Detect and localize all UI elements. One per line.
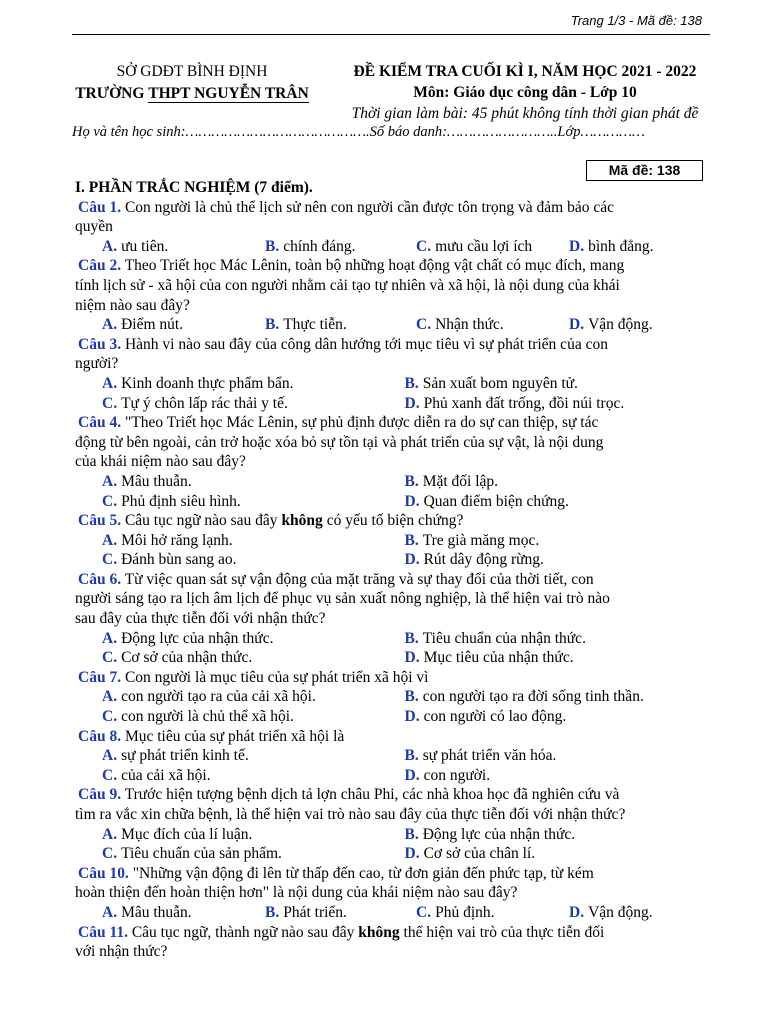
exam-title: ĐỀ KIỂM TRA CUỐI KÌ I, NĂM HỌC 2021 - 2022: [353, 63, 697, 80]
option-text: Thực tiễn.: [283, 316, 347, 334]
option-text: chính đáng.: [283, 237, 356, 255]
student-info-line: Họ và tên học sinh:…………………………………….Số báo danh:……………………..Lớp……………: [72, 124, 645, 140]
question-text: người?: [75, 355, 119, 373]
answer-option: [416, 903, 569, 923]
option-text: bình đẳng.: [588, 237, 654, 255]
option-letter: D.: [404, 492, 420, 510]
option-letter: C.: [102, 394, 118, 412]
option-letter: D.: [404, 394, 420, 412]
option-text: Kinh doanh thực phẩm bẩn.: [121, 374, 294, 392]
question-stem: [75, 413, 707, 472]
option-letter: C.: [102, 766, 118, 784]
question-block: [75, 335, 707, 413]
question-stem: [75, 335, 707, 374]
question-text: động từ bên ngoài, cản trở hoặc xóa bỏ sự tồn tại và phát triển của sự vật, là nội dung: [75, 433, 604, 451]
answer-row: [75, 766, 707, 786]
question-text: tính lịch sử - xã hội của con người nhằm cải tạo tự nhiên và xã hội, là nội dung của khái: [75, 276, 620, 294]
option-letter: D.: [404, 708, 420, 726]
question-text: niệm nào sau đây?: [75, 296, 190, 314]
option-text: Mục đích của lí luận.: [121, 825, 253, 843]
header-rule: [72, 34, 710, 35]
option-letter: A.: [102, 531, 118, 549]
option-letter: D.: [569, 903, 585, 921]
answer-option: [405, 492, 708, 512]
option-letter: D.: [404, 649, 420, 667]
question-text: Trước hiện tượng bệnh dịch tả lợn châu Phi, các nhà khoa học đã nghiên cứu và: [124, 786, 620, 804]
question-number: Câu 1.: [78, 198, 122, 216]
answer-option: [102, 394, 405, 414]
option-text: con người có lao động.: [423, 708, 567, 726]
answer-option: [102, 766, 405, 786]
option-text: Phủ định.: [435, 903, 495, 921]
answer-row: [75, 707, 707, 727]
question-text: "Những vận động đi lên từ thấp đến cao, từ đơn giản đến phức tạp, từ kém: [132, 864, 594, 882]
option-text: con người tạo ra của cải xã hội.: [121, 688, 316, 706]
answer-option: [405, 766, 708, 786]
question-text: có yếu tố biện chứng?: [322, 512, 464, 530]
option-text: Đánh bùn sang ao.: [121, 551, 237, 569]
answer-option: [265, 237, 416, 257]
answer-option: [416, 315, 569, 335]
option-text: Nhận thức.: [435, 316, 504, 334]
option-text: Sản xuất bom nguyên tử.: [422, 374, 578, 392]
question-stem: [75, 727, 707, 747]
option-letter: B.: [404, 472, 419, 490]
question-number: Câu 4.: [78, 414, 122, 432]
question-text: người sáng tạo ra lịch âm lịch để phục vụ sản xuất nông nghiệp, là thể hiện vai trò nào: [75, 590, 610, 608]
question-text: Theo Triết học Mác Lênin, toàn bộ những hoạt động vật chất có mục đích, mang: [124, 257, 625, 275]
answer-row: [75, 825, 707, 845]
answer-option: [405, 550, 708, 570]
answer-option: [102, 315, 265, 335]
option-text: của cải xã hội.: [121, 766, 211, 784]
option-text: con người.: [423, 766, 491, 784]
question-stem: [75, 511, 707, 531]
answer-option: [102, 707, 405, 727]
question-text: Từ việc quan sát sự vận động của mặt trăng và sự thay đổi của thời tiết, con: [124, 570, 594, 588]
answer-row: [75, 374, 707, 394]
option-text: Cơ sở của nhận thức.: [121, 649, 253, 667]
question-text: của khái niệm nào sau đây?: [75, 453, 246, 471]
question-block: [75, 727, 707, 786]
question-stem: [75, 864, 707, 903]
question-number: Câu 11.: [78, 923, 128, 941]
option-text: Tiêu chuẩn của sản phẩm.: [121, 845, 282, 863]
answer-option: [102, 374, 405, 394]
answer-option: [405, 531, 708, 551]
question-block: [75, 785, 707, 863]
question-text: Câu tục ngữ, thành ngữ nào sau đây: [131, 923, 359, 941]
option-letter: A.: [102, 316, 118, 334]
answer-row: [75, 844, 707, 864]
answer-option: [102, 687, 405, 707]
option-letter: A.: [102, 237, 118, 255]
option-letter: C.: [102, 708, 118, 726]
option-letter: A.: [102, 903, 118, 921]
option-text: Vận động.: [588, 316, 653, 334]
option-letter: B.: [404, 747, 419, 765]
exam-code-box: Mã đề: 138: [586, 160, 703, 181]
option-letter: C.: [416, 903, 432, 921]
answer-option: [569, 315, 699, 335]
option-letter: C.: [102, 845, 118, 863]
question-stem: [75, 668, 707, 688]
option-letter: A.: [102, 629, 118, 647]
answer-row: [75, 629, 707, 649]
exam-duration: Thời gian làm bài: 45 phút không tính thời gian phát đề: [351, 105, 699, 122]
option-letter: A.: [102, 688, 118, 706]
answer-option: [405, 844, 708, 864]
answer-option: [102, 550, 405, 570]
option-letter: B.: [404, 825, 419, 843]
option-letter: D.: [569, 237, 585, 255]
option-text: Mâu thuẫn.: [121, 903, 192, 921]
answer-row: [75, 687, 707, 707]
answer-row: [75, 746, 707, 766]
option-text: Động lực của nhận thức.: [422, 825, 576, 843]
option-letter: D.: [404, 766, 420, 784]
exam-subject: Môn: Giáo dục công dân - Lớp 10: [413, 84, 637, 101]
question-block: [75, 413, 707, 511]
question-text: với nhận thức?: [75, 943, 168, 961]
question-text: quyền: [75, 218, 113, 236]
answer-option: [569, 237, 699, 257]
answer-row: [75, 492, 707, 512]
question-stem: [75, 785, 707, 824]
answer-option: [102, 825, 405, 845]
option-letter: B.: [404, 374, 419, 392]
answer-option: [405, 394, 708, 414]
answer-row: [75, 550, 707, 570]
question-block: [75, 570, 707, 668]
option-text: Điểm nút.: [121, 316, 184, 334]
option-letter: B.: [404, 531, 419, 549]
option-text: Phát triển.: [283, 903, 347, 921]
question-text: Mục tiêu của sự phát triển xã hội là: [124, 727, 345, 745]
option-letter: A.: [102, 825, 118, 843]
option-letter: A.: [102, 374, 118, 392]
answer-row: [75, 648, 707, 668]
answer-row: [75, 531, 707, 551]
question-block: [75, 923, 707, 962]
question-stem: [75, 256, 707, 315]
option-letter: D.: [404, 845, 420, 863]
answer-option: [405, 825, 708, 845]
answer-row: [75, 903, 707, 923]
question-block: [75, 511, 707, 570]
question-block: [75, 864, 707, 923]
school-header: [57, 61, 327, 105]
option-text: sự phát triển kinh tế.: [121, 747, 249, 765]
option-text: Vận động.: [588, 903, 653, 921]
question-text: Hành vi nào sau đây của công dân hướng tới mục tiêu vì sự phát triển của con: [124, 335, 608, 353]
answer-option: [102, 903, 265, 923]
option-text: Tự ý chôn lấp rác thải y tế.: [121, 394, 288, 412]
answer-option: [102, 472, 405, 492]
option-text: mưu cầu lợi ích: [435, 237, 533, 255]
option-text: Quan điểm biện chứng.: [423, 492, 569, 510]
option-letter: D.: [569, 316, 585, 334]
option-text: sự phát triển văn hóa.: [422, 747, 557, 765]
question-text: Câu tục ngữ nào sau đây: [124, 512, 282, 530]
question-text: thể hiện vai trò của thực tiễn đối: [399, 923, 605, 941]
question-text: Con người là mục tiêu của sự phát triển xã hội vì: [124, 668, 429, 686]
question-block: [75, 198, 707, 257]
school-name: TRƯỜNG THPT NGUYỄN TRÂN: [75, 85, 309, 102]
question-block: [75, 256, 707, 334]
answer-option: [102, 629, 405, 649]
option-letter: B.: [404, 629, 419, 647]
answer-option: [102, 531, 405, 551]
option-letter: C.: [102, 551, 118, 569]
question-stem: [75, 570, 707, 629]
question-number: Câu 9.: [78, 786, 122, 804]
exam-header: [330, 61, 720, 124]
question-number: Câu 3.: [78, 335, 122, 353]
answer-option: [102, 237, 265, 257]
option-text: con người tạo ra đời sống tinh thần.: [422, 688, 644, 706]
question-stem: [75, 198, 707, 237]
option-letter: A.: [102, 747, 118, 765]
answer-option: [569, 903, 699, 923]
question-number: Câu 5.: [78, 512, 122, 530]
question-number: Câu 6.: [78, 570, 122, 588]
answer-option: [405, 374, 708, 394]
answer-option: [405, 629, 708, 649]
answer-option: [265, 903, 416, 923]
option-text: Tre già măng mọc.: [422, 531, 540, 549]
answer-row: [75, 237, 707, 257]
option-text: Tiêu chuẩn của nhận thức.: [422, 629, 586, 647]
answer-option: [416, 237, 569, 257]
option-letter: B.: [404, 688, 419, 706]
question-emphasis: không: [281, 512, 323, 530]
answer-option: [102, 746, 405, 766]
question-number: Câu 7.: [78, 668, 122, 686]
question-text: Con người là chủ thể lịch sử nên con người cần được tôn trọng và đảm bảo các: [124, 198, 615, 216]
option-letter: B.: [265, 316, 280, 334]
answer-row: [75, 394, 707, 414]
question-text: hoàn thiện đến hoàn thiện hơn" là nội dung của khái niệm nào sau đây?: [75, 884, 518, 902]
answer-option: [102, 492, 405, 512]
option-text: Động lực của nhận thức.: [121, 629, 274, 647]
department-name: SỞ GDĐT BÌNH ĐỊNH: [116, 63, 268, 80]
answer-option: [265, 315, 416, 335]
option-text: Phủ xanh đất trống, đồi núi trọc.: [423, 394, 625, 412]
answer-option: [405, 648, 708, 668]
question-block: [75, 668, 707, 727]
option-text: Phủ định siêu hình.: [121, 492, 241, 510]
question-number: Câu 10.: [78, 864, 129, 882]
answer-row: [75, 315, 707, 335]
option-text: Môi hở răng lạnh.: [121, 531, 233, 549]
exam-content: [75, 178, 707, 962]
option-text: Mục tiêu của nhận thức.: [423, 649, 574, 667]
question-stem: [75, 923, 707, 962]
option-letter: C.: [102, 492, 118, 510]
option-letter: C.: [102, 649, 118, 667]
option-letter: C.: [416, 237, 432, 255]
answer-option: [405, 472, 708, 492]
question-emphasis: không: [358, 923, 400, 941]
option-text: Rút dây động rừng.: [423, 551, 544, 569]
question-text: sau đây của thực tiễn đối với nhận thức?: [75, 610, 326, 628]
section-title: I. PHẦN TRẮC NGHIỆM (7 điểm).: [75, 179, 313, 196]
answer-option: [405, 687, 708, 707]
option-letter: D.: [404, 551, 420, 569]
option-text: Cơ sở của chân lí.: [423, 845, 536, 863]
answer-row: [75, 472, 707, 492]
answer-option: [102, 844, 405, 864]
option-text: ưu tiên.: [121, 237, 169, 255]
question-text: "Theo Triết học Mác Lênin, sự phủ định được diễn ra do sự can thiệp, sự tác: [124, 414, 599, 432]
option-letter: C.: [416, 316, 432, 334]
option-letter: B.: [265, 903, 280, 921]
option-text: con người là chủ thể xã hội.: [121, 708, 294, 726]
question-number: Câu 8.: [78, 727, 122, 745]
question-text: tìm ra vắc xin chữa bệnh, là thể hiện vai trò nào sau đây của thực tiễn đối với nhận thức?: [75, 806, 626, 823]
question-number: Câu 2.: [78, 257, 122, 275]
option-letter: B.: [265, 237, 280, 255]
option-text: Mâu thuẫn.: [121, 472, 192, 490]
answer-option: [405, 707, 708, 727]
answer-option: [102, 648, 405, 668]
answer-option: [405, 746, 708, 766]
option-letter: A.: [102, 472, 118, 490]
option-text: Mặt đối lập.: [422, 472, 499, 490]
page-header: Trang 1/3 - Mã đề: 138: [570, 13, 702, 28]
